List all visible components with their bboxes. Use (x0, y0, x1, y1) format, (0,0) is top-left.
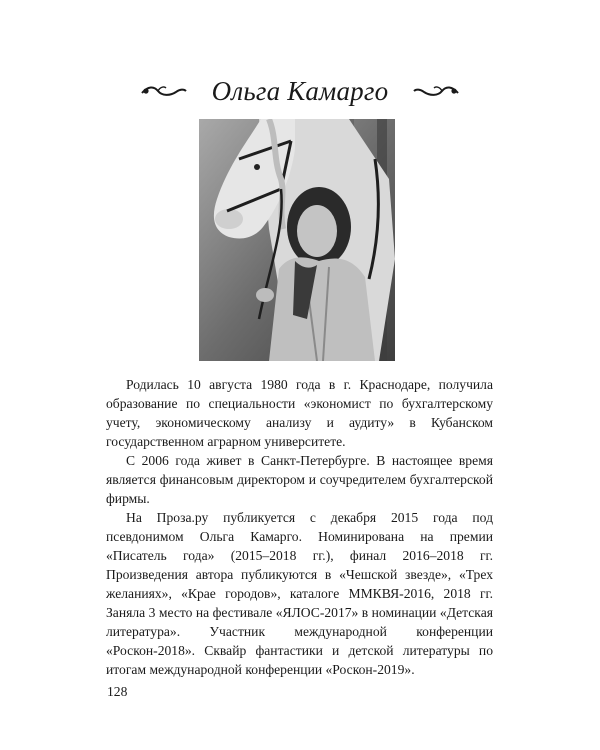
page-number: 128 (107, 684, 128, 699)
bio-paragraph: На Проза.ру публикуется с декабря 2015 года под псевдонимом Ольга Камарго. Номинирована на премии «Писатель года» (2015–2018 гг.), финал 2016–2018 гг. Произведения автора публикуются в «Чешской звезде», «Трех желаниях», «Крае городов», каталоге ММКВЯ-2016, 2018 гг. Заняла 3 место на фестивале «ЯЛОС-2017» в номинации «Детская литература». Участник международной конференции «Роскон-2018». Сквайр фантастики и детской литературы по итогам международной конференции «Роскон-2019». (106, 510, 493, 677)
flourish-ornament-icon (412, 84, 460, 100)
author-bio (106, 375, 493, 679)
page-header (0, 68, 600, 118)
author-photo (199, 119, 395, 361)
author-name-heading: Ольга Камарго (211, 76, 389, 106)
bio-paragraph: Родилась 10 августа 1980 года в г. Краснодаре, получила образование по специальности «экономист по бухгалтерскому учету, экономическому анализу и аудиту» в Кубанском государственном аграрном университете. (106, 377, 493, 449)
bio-paragraph: С 2006 года живет в Санкт-Петербурге. В настоящее время является финансовым директором и соучредителем бухгалтерской фирмы. (106, 453, 493, 506)
author-with-horse-photo (199, 119, 395, 361)
